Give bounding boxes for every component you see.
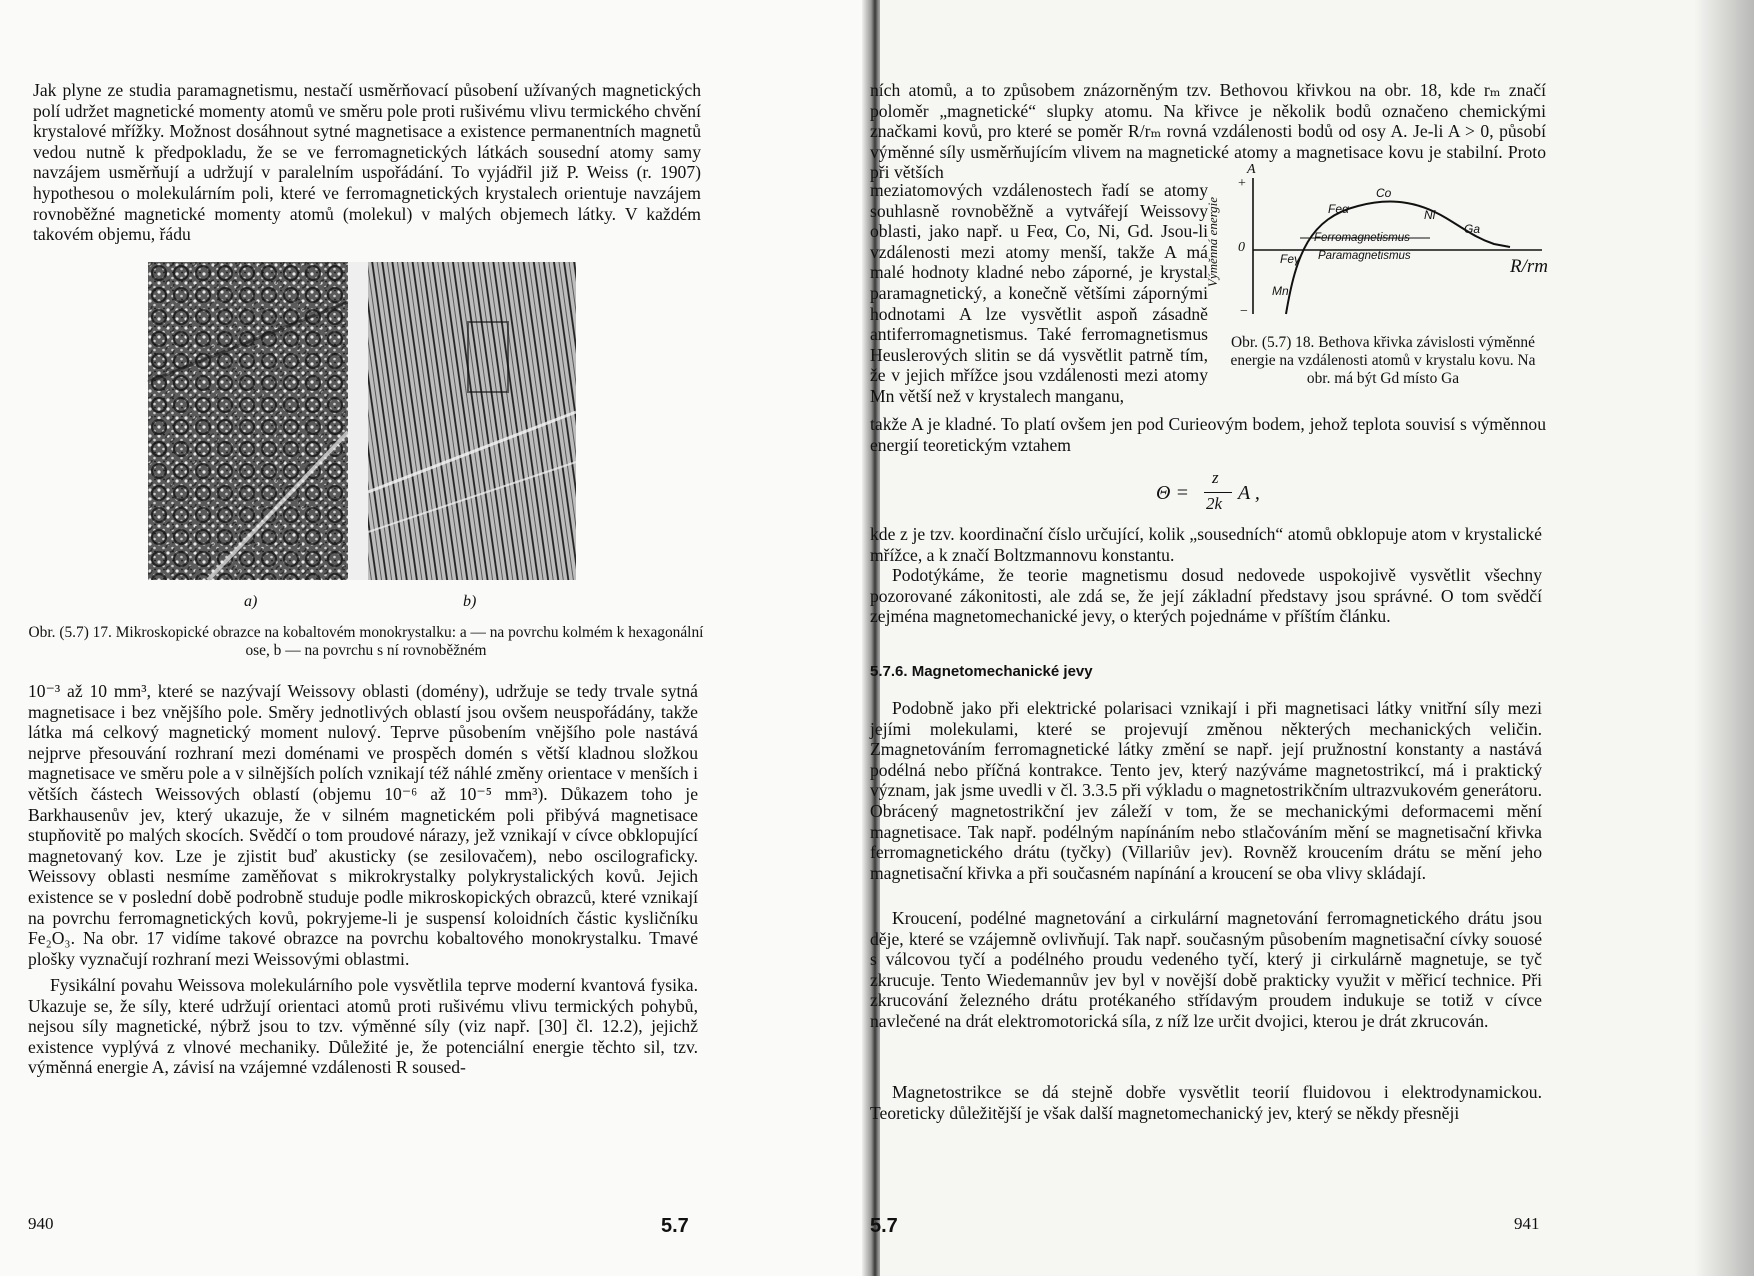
figure-17-caption: Obr. (5.7) 17. Mikroskopické obrazce na kobaltovém monokrystalku: a — na povrchu kolmém k hexagonální ose, b — na povrchu s ní rovnoběžném xyxy=(28,624,704,659)
formula-rhs: A , xyxy=(1238,482,1260,504)
right-page xyxy=(870,0,1754,1276)
formula-numerator: z xyxy=(1212,468,1219,487)
left-section-number: 5.7 xyxy=(661,1215,689,1237)
right-paragraph-1-side: meziatomových vzdálenostech řadí se atomy souhlasně rovnoběžně a vytvářejí Weissovy oblasti, jako např. u Feα, Co, Ni, Gd. Jsou-li vzdálenosti mezi atomy menší, takže A má malé hodnoty kladné nebo záporné, je krystal paramagnetický, a konečně většími zápornými hodnotami A lze vysvětlit aspoň zásadně antiferromagnetismus. Také ferromagnetismus Heuslerových slitin se dá vysvětlit patrně tím, že v jejich mřížce jsou vzdálenosti mezi atomy Mn větší než v krystalech manganu, xyxy=(870,180,1208,406)
left-page xyxy=(0,0,872,1276)
figure-18-caption: Obr. (5.7) 18. Bethova křivka závislosti výměnné energie na vzdálenosti atomů v krystalu kovu. Na obr. má být Gd místo Ga xyxy=(1230,334,1536,387)
right-paragraph-6: Magnetostrikce se dá stejně dobře vysvětlit teorií fluidovou i elektrodynamickou. Teoreticky důležitější je však další magnetomechanický jev, který se někdy přesněji xyxy=(870,1082,1542,1123)
label-ferromagnetismus: Ferromagnetismus xyxy=(1314,232,1410,244)
left-paragraph-1: Jak plyne ze studia paramagnetismu, nestačí usměrňovací působení užívaných magnetických polí udržet magnetické momenty atomů ve směru pole proti rušivému vlivu termického chvění krystalové mřížky. Možnost dosáhnout sytné magnetisace a existence permanentních magnetů vedou nutně k předpokladu, že se ve ferromagnetických látkách sousední atomy samy navzájem usměrňují a udržují v paralelním uspořádání. To vyjádřil již P. Weiss (r. 1907) hypothesou o molekulárním poli, které ve ferromagnetických krystalech orientuje navzájem rovnoběžné magnetické momenty atomů (molekul) v malých objemech látky. V každém takovém objemu, řádu xyxy=(33,80,701,245)
formula-lhs: Θ = xyxy=(1156,482,1189,504)
formula-fraction-bar xyxy=(1204,492,1232,493)
label-ni: Ni xyxy=(1424,208,1436,222)
right-paragraph-4: Podobně jako při elektrické polarisaci vznikají i při magnetisaci látky vnitřní síly mezi jejími molekulami, které se projevují změnou některých mechanických veličin. Zmagnetováním ferromagnetické látky změní se např. její pružnostní konstanty a nastává podélná nebo příčná kontrakce. Tento jev, který nazýváme magnetostrikcí, má i praktický význam, jak jsme uvedli v čl. 3.3.5 při výkladu o magnetostrikčním ultrazvukovém generátoru. Obrácený magnetostrikční jev záleží v tom, že se mechanickými deformacemi mění magnetisace. Tak např. podélným napínáním nebo stlačováním mění se magnetisační křivka ferromagnetického drátu (tyčky) (Villariův jev). Rovněž kroucením drátu se mění jeho magnetisační křivka a při současném napínání a kroucení se oba vlivy skládají. xyxy=(870,698,1542,883)
figure-17-label-a: a) xyxy=(244,593,258,610)
left-page-number: 940 xyxy=(28,1214,54,1233)
section-heading-5-7-6: 5.7.6. Magnetomechanické jevy xyxy=(870,663,1093,680)
axis-y-minus: − xyxy=(1240,304,1248,319)
left-paragraph-3: Fysikální povahu Weissova molekulárního pole vysvětlila teprve moderní kvantová fysika. Ukazuje se, že síly, které udržují orientaci atomů proti rušivému vlivu termických pohybů, nejsou síly magnetické, nýbrž jsou to tzv. výměnné síly (viz např. [30] čl. 12.2), jejichž existence vyplývá z vlnové mechaniky. Důležité je, že potenciální energie těchto sil, tzv. výměnná energie A, závisí na vzájemné vzdálenosti R soused- xyxy=(28,975,698,1078)
formula-denominator: 2k xyxy=(1206,494,1223,513)
page-edge-shadow xyxy=(1694,0,1754,1276)
axis-y-label: A xyxy=(1247,162,1256,177)
label-mn: Mn xyxy=(1272,284,1289,298)
axis-y-title: Výměnná energie xyxy=(1205,196,1221,288)
right-paragraph-1-top: ních atomů, a to způsobem znázorněným tzv. Bethovou křivkou na obr. 18, kde rₘ značí poloměr „magnetické“ slupky atomu. Na křivce je několik bodů označeno chemickými značkami kovů, pro které se poměr R/rₘ rovná vzdálenosti bodů od osy A. Je-li A > 0, působí výměnné síly usměrňujícím vlivem na magnetické atomy a magnetisace kovu je stabilní. Proto při větších xyxy=(870,80,1546,183)
label-fe-gamma: Feγ xyxy=(1280,252,1301,266)
figure-18-bethe-curve xyxy=(1205,162,1550,324)
right-section-number: 5.7 xyxy=(870,1215,898,1237)
right-page-number: 941 xyxy=(1514,1214,1540,1233)
label-ga: Ga xyxy=(1464,222,1481,236)
right-paragraph-1-bottom: takže A je kladné. To platí ovšem jen pod Curieovým bodem, jehož teplota souvisí s výměnnou energií teoretickým vztahem xyxy=(870,414,1546,455)
right-paragraph-3: Podotýkáme, že teorie magnetismu dosud nedovede uspokojivě vysvětlit všechny pozorované zákonitosti, ale zdá se, že její základní představy jsou správné. O tom svědčí zejména magnetomechanické jevy, o kterých pojednáme v příštím článku. xyxy=(870,565,1542,627)
axis-y-plus: + xyxy=(1238,176,1246,191)
figure-17-label-b: b) xyxy=(463,593,477,610)
right-paragraph-2: kde z je tzv. koordinační číslo určující, kolik „sousedních“ atomů obklopuje atom v krystalické mřížce, a k značí Boltzmannovu konstantu. xyxy=(870,524,1542,565)
curie-formula xyxy=(1156,468,1296,516)
axis-y-zero: 0 xyxy=(1238,240,1245,255)
micrograph-image xyxy=(148,262,576,580)
label-co: Co xyxy=(1376,186,1392,200)
right-paragraph-5: Kroucení, podélné magnetování a cirkulární magnetování ferromagnetického drátu jsou děje, které se vzájemně ovlivňují. Tak např. současným působením magnetisační cívky souosé s válcovou tyčí a podélného proudu vedeného tyčí, který ji cirkulárně magnetuje, se tyč zkrucuje. Tento Wiedemannův jev byl v novější době prakticky využit v měřicí technice. Při zkrucování železného drátu protékaného střídavým proudem indukuje se totiž v cívce navlečené na drát elektromotorická síla, z níž lze určit dvojici, kterou je drát zkrucován. xyxy=(870,908,1542,1031)
figure-17-micrograph xyxy=(148,262,576,580)
left-paragraph-2: 10⁻³ až 10 mm³, které se nazývají Weissovy oblasti (domény), udržuje se tedy trvale sytná magnetisace i bez vnějšího pole. Směry jednotlivých oblastí jsou ovšem neuspořádány, takže látka má celkový magnetický moment nulový. Teprve působením vnějšího pole nastává nejprve přesouvání rozhraní mezi doménami ve prospěch domén s větší kladnou složkou magnetisace ve směru pole a v silnějších polích vznikají též náhlé změny orientace v menších i větších částech Weissových oblastí (objemu 10⁻⁶ až 10⁻⁵ mm³). Důkazem toho je Barkhausenův jev, který ukazuje, že v silném magnetickém poli přibývá magnetisace stupňovitě po malých skocích. Svědčí o tom proudové nárazy, jež vznikají v cívce obklopující magnetovaný kov. Lze je zjistit buď akusticky (se zesilovačem), nebo oscilograficky. Weissovy oblasti nesmíme zaměňovat s mikrokrystalky polykrystalických kovů. Jejich existence se v poslední době podrobně studuje podle mikroskopických obrazců, které vznikají na povrchu ferromagnetických kovů, pokryjeme-li je suspensí koloidních částic kysličníku Fe₂O₃. Na obr. 17 vidíme takové obrazce na povrchu kobaltového monokrystalku. Tmavé plošky vyznačují rozhraní mezi Weissovými oblastmi. xyxy=(28,681,698,969)
axis-x-label: R/rm xyxy=(1510,256,1548,277)
label-fe-alpha: Feα xyxy=(1328,202,1349,216)
label-paramagnetismus: Paramagnetismus xyxy=(1318,250,1411,262)
